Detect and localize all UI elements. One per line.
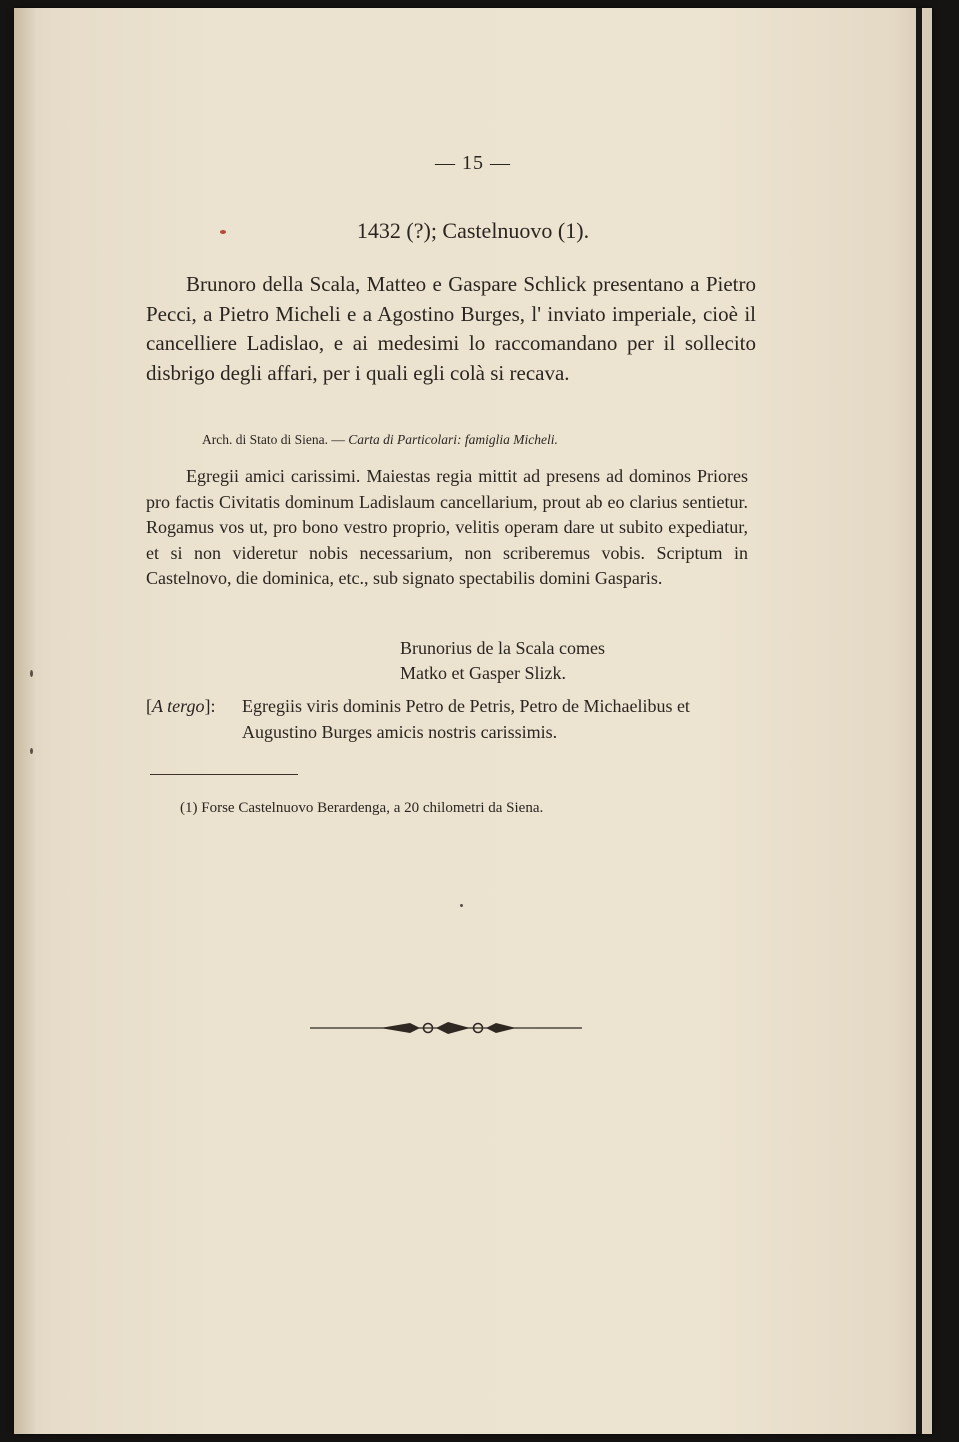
book-page <box>14 8 932 1434</box>
footnote: (1) Forse Castelnuovo Berardenga, a 20 chilometri da Siena. <box>180 800 544 816</box>
verso-label: [A tergo]: <box>146 696 216 716</box>
archival-source <box>202 432 558 448</box>
page-spot <box>30 748 33 754</box>
page-spot <box>30 670 33 677</box>
letter-text: Egregii amici carissimi. Maiestas regia mittit ad presens ad dominos Priores pro factis Civitatis dominum Ladislaum cancellarium, prout ab eo clarius sentietur. Rogamus vos ut, pro bono vestro proprio, velitis operam dare ut subito expediatur, et si non videretur nobis necessarium, non scriberemus vobis. Scriptum in Castelnovo, die dominica, etc., sub signato spectabilis domini Gasparis. <box>146 466 748 588</box>
signature-line: Brunorius de la Scala comes <box>400 638 605 658</box>
page-number: — 15 — <box>435 152 511 174</box>
verso-address <box>146 694 756 745</box>
footnote-rule <box>150 774 298 775</box>
summary-paragraph: Brunoro della Scala, Matteo e Gaspare Schlick presentano a Pietro Pecci, a Pietro Micheli e a Agostino Burges, l' inviato imperiale, cioè il cancelliere Ladislao, e ai medesimi lo raccomandano per il sollecito disbrigo degli affari, per i quali egli colà si recava. <box>146 272 756 385</box>
archive-name: Arch. di Stato di Siena. — <box>202 432 345 447</box>
document-heading: 1432 (?); Castelnuovo (1). <box>356 218 590 243</box>
archive-collection: Carta di Particolari: famiglia Micheli. <box>348 432 558 447</box>
page-spot <box>220 230 226 234</box>
verso-text: Egregiis viris dominis Petro de Petris, Petro de Michaelibus et Augustino Burges amicis nostris carissimis. <box>242 696 690 742</box>
page-spot <box>460 904 463 907</box>
signature-line: Matko et Gasper Slizk. <box>400 663 566 683</box>
tailpiece-ornament <box>310 1016 582 1040</box>
